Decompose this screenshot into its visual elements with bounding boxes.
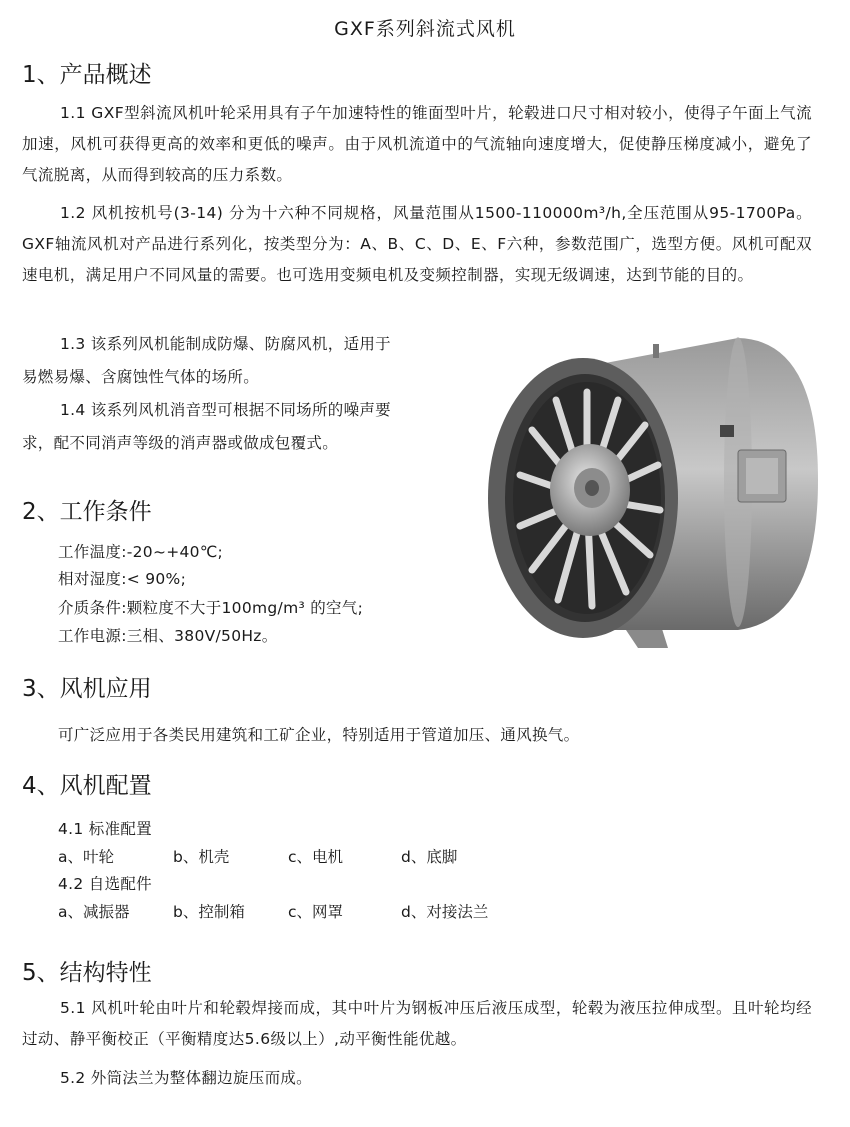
paragraph-1-4-line1: 1.4 该系列风机消音型可根据不同场所的噪声要: [60, 401, 391, 419]
condition-humidity: 相对湿度:< 90%;: [58, 570, 187, 588]
config-item: d、底脚: [401, 848, 458, 866]
paragraph-5-1: [22, 993, 812, 1055]
condition-medium: 介质条件:颗粒度不大于100mg/m³ 的空气;: [58, 599, 364, 617]
config-item: a、叶轮: [58, 848, 114, 866]
fan-product-image: [488, 330, 818, 660]
section-5-heading: 5、结构特性: [22, 960, 152, 986]
config-item: c、网罩: [288, 903, 344, 921]
paragraph-1-2-text: 1.2 风机按机号(3-14) 分为十六种不同规格，风量范围从1500-110000m³/h,全压范围从95-1700Pa。GXF轴流风机对产品进行系列化，按类型分为：A、B、C、D、E、F六种，参数范围广，选型方便。风机可配双速电机，满足用户不同风量的需要。也可选用变频电机及变频控制器，实现无级调速，达到节能的目的。: [22, 204, 812, 284]
paragraph-1-1: [22, 98, 812, 191]
paragraph-1-4-line2: 求，配不同消声等级的消声器或做成包覆式。: [22, 434, 339, 452]
optional-config-label: 4.2 自选配件: [58, 875, 152, 893]
paragraph-1-1-text: 1.1 GXF型斜流风机叶轮采用具有子午加速特性的锥面型叶片，轮毂进口尺寸相对较小，使得子午面上气流加速，风机可获得更高的效率和更低的噪声。由于风机流道中的气流轴向速度增大，促使静压梯度减小，避免了气流脱离，从而得到较高的压力系数。: [22, 104, 812, 184]
config-item: d、对接法兰: [401, 903, 489, 921]
section-1-heading: 1、产品概述: [22, 62, 152, 88]
config-item: c、电机: [288, 848, 344, 866]
section-4-heading: 4、风机配置: [22, 773, 152, 799]
paragraph-1-3-line2: 易燃易爆、含腐蚀性气体的场所。: [22, 368, 260, 386]
paragraph-5-1-text: 5.1 风机叶轮由叶片和轮毂焊接而成，其中叶片为钢板冲压后液压成型，轮毂为液压拉伸成型。且叶轮均经过动、静平衡校正（平衡精度达5.6级以上）,动平衡性能优越。: [22, 999, 812, 1048]
condition-power: 工作电源:三相、380V/50Hz。: [58, 627, 278, 645]
section-2-heading: 2、工作条件: [22, 499, 152, 525]
paragraph-1-3-line1: 1.3 该系列风机能制成防爆、防腐风机，适用于: [60, 335, 391, 353]
standard-config-label: 4.1 标准配置: [58, 820, 152, 838]
paragraph-1-2: [22, 198, 812, 291]
section-3-heading: 3、风机应用: [22, 676, 152, 702]
application-text: 可广泛应用于各类民用建筑和工矿企业，特别适用于管道加压、通风换气。: [58, 726, 580, 744]
config-item: b、控制箱: [173, 903, 245, 921]
paragraph-5-2: 5.2 外筒法兰为整体翻边旋压而成。: [60, 1069, 312, 1087]
page-title: GXF系列斜流式风机: [334, 18, 516, 40]
condition-temperature: 工作温度:-20~+40℃;: [58, 543, 224, 561]
config-item: b、机壳: [173, 848, 230, 866]
config-item: a、减振器: [58, 903, 130, 921]
